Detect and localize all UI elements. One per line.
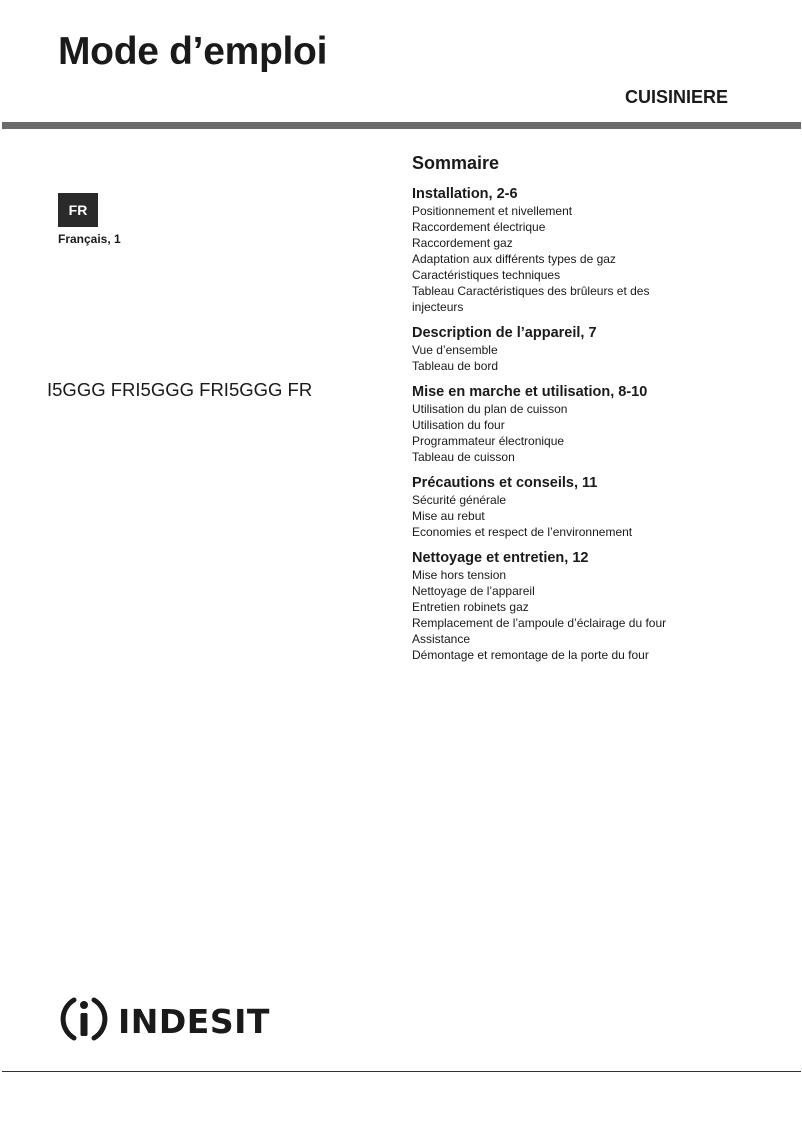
toc-section-title: Nettoyage et entretien, 12 xyxy=(412,550,589,566)
brand-logo xyxy=(58,993,270,1049)
language-label: Français, 1 xyxy=(58,232,121,246)
toc-section-installation xyxy=(412,186,792,315)
toc-section-title: Précautions et conseils, 11 xyxy=(412,475,598,491)
toc-item: Utilisation du plan de cuisson xyxy=(412,402,568,416)
toc-item: Tableau de cuisson xyxy=(412,450,515,464)
toc-item: Démontage et remontage de la porte du four xyxy=(412,648,649,662)
toc-section-maintenance xyxy=(412,550,792,663)
toc-item: Mise au rebut xyxy=(412,509,485,523)
toc-item: Tableau de bord xyxy=(412,359,499,373)
toc-item: Entretien robinets gaz xyxy=(412,600,529,614)
toc-item: Economies et respect de l’environnement xyxy=(412,525,633,539)
document-title: Mode d’emploi xyxy=(58,30,328,73)
toc-item: Adaptation aux différents types de gaz xyxy=(412,252,616,266)
toc-section-title: Description de l’appareil, 7 xyxy=(412,325,597,341)
toc-item: Mise hors tension xyxy=(412,568,507,582)
toc-item: Vue d’ensemble xyxy=(412,343,498,357)
toc-section-title: Installation, 2-6 xyxy=(412,186,518,202)
toc-item: Caractéristiques techniques xyxy=(412,268,561,282)
toc-item: Positionnement et nivellement xyxy=(412,204,573,218)
brand-name: INDESIT xyxy=(118,1001,270,1041)
toc-item: Utilisation du four xyxy=(412,418,505,432)
toc-item: Remplacement de l’ampoule d’éclairage du four xyxy=(412,616,667,630)
model-numbers: I5GGG FRI5GGG FRI5GGG FR xyxy=(47,379,313,400)
language-badge: FR xyxy=(58,193,98,227)
toc-section-precautions xyxy=(412,475,792,540)
indesit-logo-icon xyxy=(58,992,110,1051)
toc-item: Nettoyage de l’appareil xyxy=(412,584,535,598)
toc-item: Sécurité générale xyxy=(412,493,507,507)
table-of-contents xyxy=(412,152,792,673)
product-type: CUISINIERE xyxy=(624,87,728,107)
toc-section-title: Mise en marche et utilisation, 8-10 xyxy=(412,384,648,400)
toc-section-usage xyxy=(412,384,792,465)
toc-item: Programmateur électronique xyxy=(412,434,565,448)
toc-section-description xyxy=(412,325,792,374)
toc-item: Raccordement électrique xyxy=(412,220,546,234)
toc-heading: Sommaire xyxy=(412,153,500,173)
toc-item: Tableau Caractéristiques des brûleurs et des injecteurs xyxy=(412,284,650,314)
toc-item: Raccordement gaz xyxy=(412,236,513,250)
toc-item: Assistance xyxy=(412,632,471,646)
footer-divider xyxy=(2,1071,801,1072)
header-divider xyxy=(2,122,801,129)
